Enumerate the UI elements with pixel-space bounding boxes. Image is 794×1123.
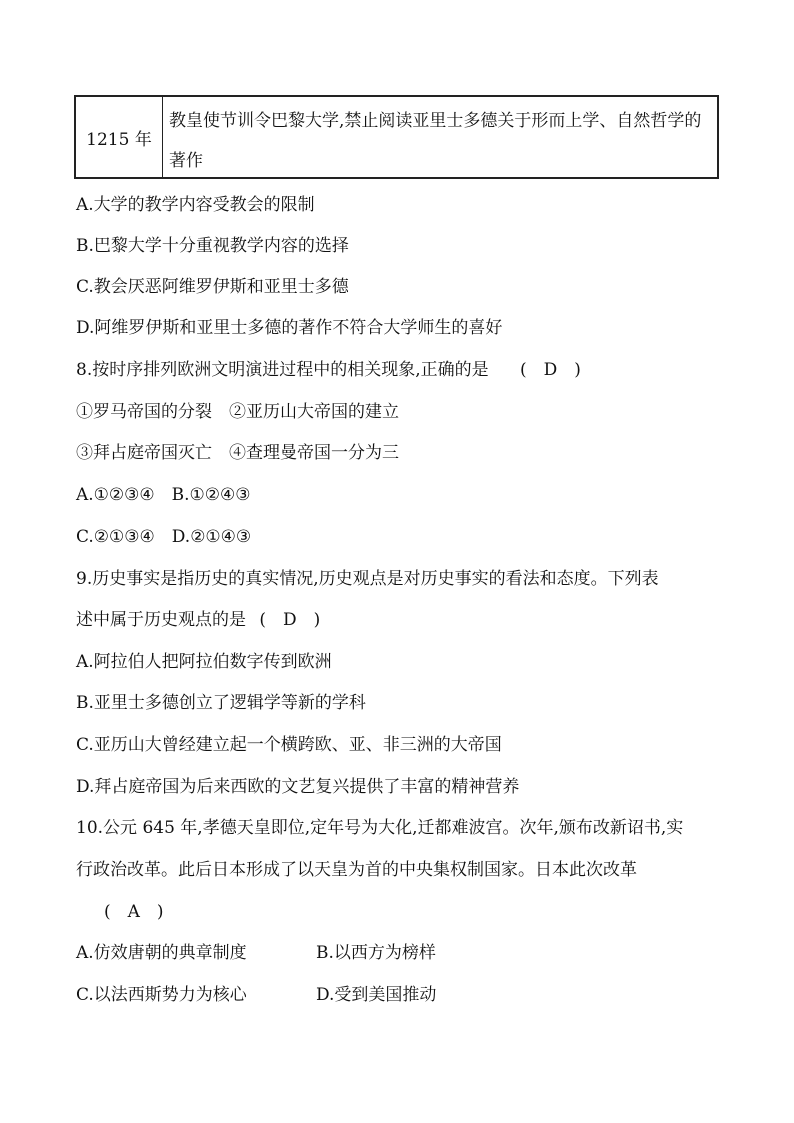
q7-option-b: B.巴黎大学十分重视教学内容的选择 <box>76 236 349 256</box>
q7-option-d: D.阿维罗伊斯和亚里士多德的著作不符合大学师生的喜好 <box>76 318 503 338</box>
q7-option-a: A.大学的教学内容受教会的限制 <box>76 195 315 215</box>
q8-answer: ( D ) <box>520 360 581 380</box>
q9-option-d: D.拜占庭帝国为后来西欧的文艺复兴提供了丰富的精神营养 <box>76 777 520 797</box>
q9-stem-line-2 <box>76 609 320 631</box>
table-event-cell: 教皇使节训令巴黎大学,禁止阅读亚里士多德关于形而上学、自然哲学的著作 <box>169 111 702 171</box>
q8-stem: 8.按时序排列欧洲文明演进过程中的相关现象,正确的是 <box>76 360 489 380</box>
q8-stem-line <box>76 359 581 381</box>
q9-stem-tail: 述中属于历史观点的是 <box>76 610 246 630</box>
q7-option-c: C.教会厌恶阿维罗伊斯和亚里士多德 <box>76 277 349 297</box>
q9-answer: ( D ) <box>259 610 321 630</box>
q10-option-d: D.受到美国推动 <box>316 985 437 1005</box>
q9-stem-line-1: 9.历史事实是指历史的真实情况,历史观点是对历史事实的看法和态度。下列表 <box>76 569 659 589</box>
q10-option-b: B.以西方为榜样 <box>316 943 436 963</box>
table-year-cell: 1215 年 <box>76 97 163 177</box>
q10-options-line-1 <box>76 942 436 964</box>
q8-options-line-2: C.②①③④ D.②①④③ <box>76 527 252 547</box>
q8-items-line-2: ③拜占庭帝国灭亡 ④查理曼帝国一分为三 <box>76 443 399 463</box>
q8-items-line-1: ①罗马帝国的分裂 ②亚历山大帝国的建立 <box>76 402 399 422</box>
history-table <box>74 95 719 179</box>
q10-stem-line-2: 行政治改革。此后日本形成了以天皇为首的中央集权制国家。日本此次改革 <box>76 860 637 880</box>
q9-option-c: C.亚历山大曾经建立起一个横跨欧、亚、非三洲的大帝国 <box>76 735 502 755</box>
q8-options-line-1: A.①②③④ B.①②④③ <box>76 485 251 505</box>
q10-option-c: C.以法西斯势力为核心 <box>76 985 247 1005</box>
q9-option-b: B.亚里士多德创立了逻辑学等新的学科 <box>76 693 366 713</box>
q10-stem-line-1: 10.公元 645 年,孝德天皇即位,定年号为大化,迁都难波宫。次年,颁布改新诏书,实 <box>76 818 684 838</box>
q9-option-a: A.阿拉伯人把阿拉伯数字传到欧洲 <box>76 652 332 672</box>
q10-options-line-2 <box>76 984 436 1006</box>
q10-answer: ( A ) <box>104 902 164 922</box>
q10-option-a: A.仿效唐朝的典章制度 <box>76 943 247 963</box>
